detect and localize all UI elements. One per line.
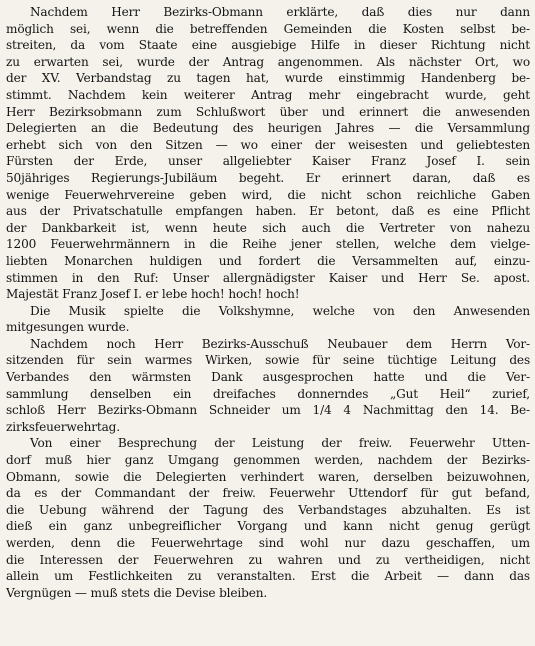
text-line: die Uebung während der Tagung des Verbandstages abzuhalten. Es ist [6,502,530,517]
text-line: Vergnügen — muß stets die Devise bleiben. [6,585,268,600]
text-line: möglich sei, wenn die betreffenden Gemeinden die Kosten selbst be- [6,21,530,36]
text-line: mitgesungen wurde. [6,320,130,335]
text-line: Majestät Franz Josef I. er lebe hoch! hoch! hoch! [6,287,300,302]
text-line: 1200 Feuerwehrmännern in die Reihe jener stellen, welche dem vielge- [6,237,530,252]
text-line: Obmann, sowie die Delegierten verhindert waren, derselben beizuwohnen, [6,469,530,484]
text-line: dieß ein ganz unbegreiflicher Vorgang und kann nicht genug gerügt [6,519,530,534]
text-line: 50jähriges Regierungs-Jubiläum begeht. Er erinnert daran, daß es [6,170,530,185]
text-line: allein um Festlichkeiten zu veranstalten. Erst die Arbeit — dann das [6,569,530,584]
text-line: zu erwarten sei, wurde der Antrag angenommen. Als nächster Ort, wo [6,54,530,69]
text-line: werden, denn die Feuerwehrtage sind wohl nur dazu geschaffen, um [6,536,530,550]
text-line: Nachdem Herr Bezirks-Obmann erklärte, daß dies nur dann [30,5,530,19]
text-line: stimmen in den Ruf: Unser allergnädigster Kaiser und Herr Se. apost. [6,270,530,285]
article-column [6,4,530,601]
text-line: sammlung denselben ein dreifaches donnerndes „Gut Heil“ zurief, [6,386,530,401]
text-line: wenige Feuerwehrvereine geben wird, die nicht schon reichliche Gaben [6,187,530,202]
text-line: aus der Privatschatulle empfangen haben. Er betont, daß es eine Pflicht [6,204,530,219]
paragraph-uttendorf [6,435,530,601]
text-line: da es der Commandant der freiw. Feuerwehr Uttendorf für gut befand, [6,486,530,501]
paragraph-closing [6,336,530,436]
text-line: schloß Herr Bezirks-Obmann Schneider um 1/4 4 Nachmittag den 14. Be- [6,403,530,418]
text-line: die Interessen der Feuerwehren zu wahren und zu vertheidigen, nicht [6,552,530,567]
text-line: Fürsten der Erde, unser allgeliebter Kaiser Franz Josef I. sein [6,154,530,169]
text-line: Von einer Besprechung der Leistung der freiw. Feuerwehr Utten- [30,436,530,451]
text-line: sitzenden für sein warmes Wirken, sowie für seine tüchtige Leitung des [6,353,530,368]
text-line: Nachdem noch Herr Bezirks-Ausschuß Neubauer dem Herrn Vor- [30,336,530,351]
text-line: Delegierten an die Bedeutung des heurigen Jahres — die Versammlung [6,121,530,136]
text-line: erhebt sich von den Sitzen — wo einer der weisesten und geliebtesten [6,137,530,152]
text-line: streiten, da vom Staate eine ausgiebige Hilfe in dieser Richtung nicht [6,38,530,53]
text-line: liebten Monarchen huldigen und fordert die Versammelten auf, einzu- [6,253,530,268]
text-line: dorf muß hier ganz Umgang genommen werden, nachdem der Bezirks- [6,453,530,468]
text-line: stimmt. Nachdem kein weiterer Antrag mehr eingebracht wurde, geht [6,87,530,102]
text-line: zirksfeuerwehrtag. [6,419,120,434]
text-line: der Dankbarkeit ist, wenn heute sich auch die Vertreter von nahezu [6,220,530,235]
paragraph-resolution [6,4,530,303]
paragraph-anthem [6,303,530,336]
text-line: Herr Bezirksobmann zum Schlußwort über und erinnert die anwesenden [6,104,530,119]
text-line: Verbandes den wärmsten Dank ausgesprochen hatte und die Ver- [6,370,530,385]
text-line: der XV. Verbandstag zu tagen hat, wurde einstimmig Handenberg be- [6,71,530,86]
text-line: Die Musik spielte die Volkshymne, welche von den Anwesenden [30,303,530,318]
